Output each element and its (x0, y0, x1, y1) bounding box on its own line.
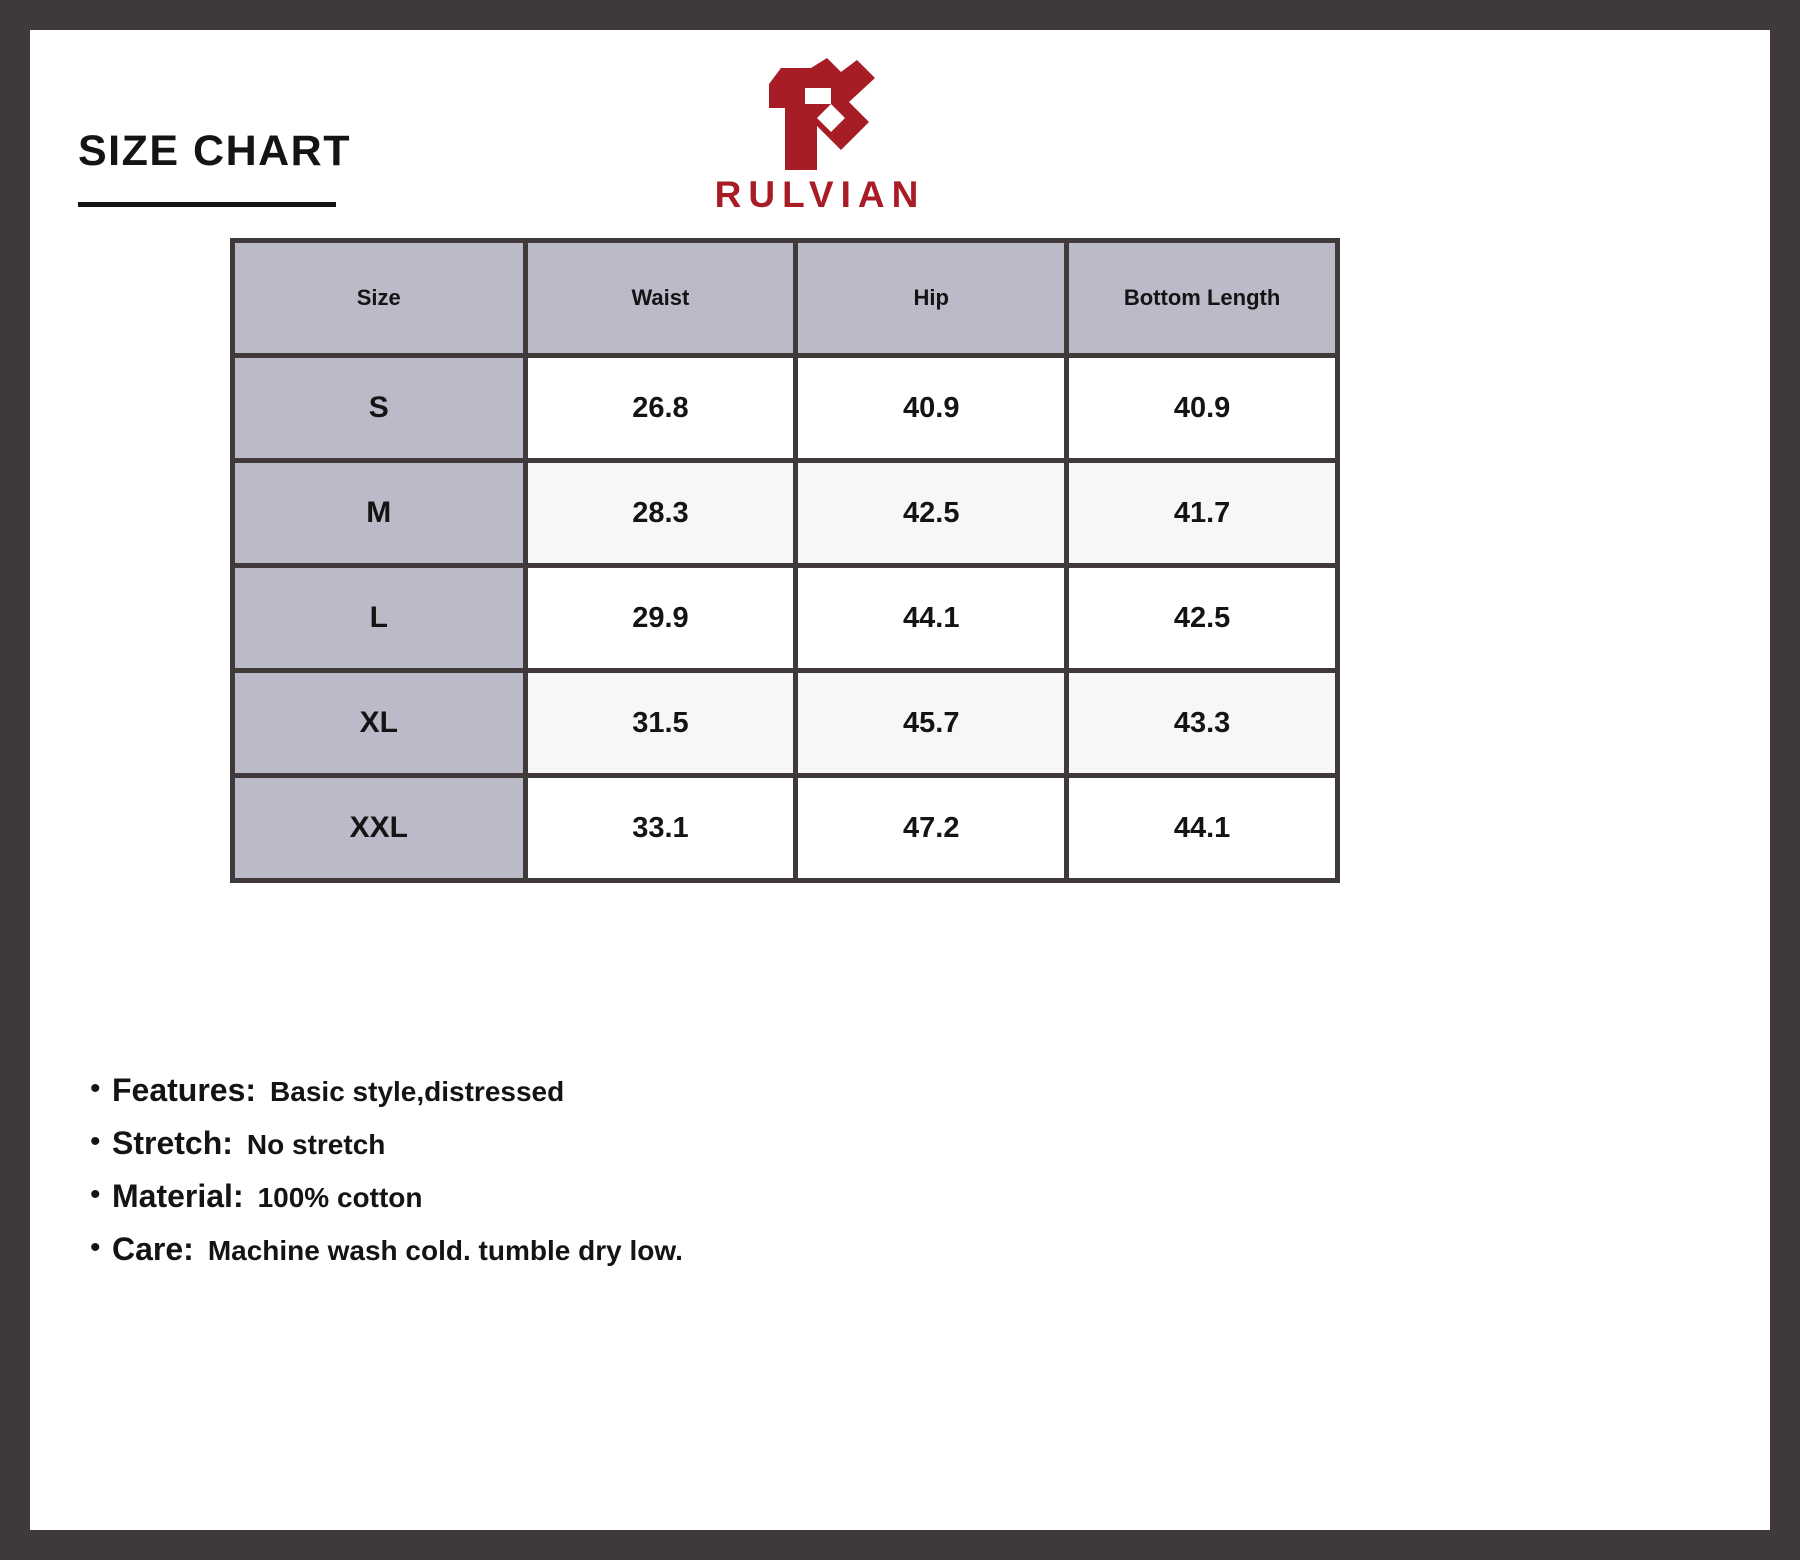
table-row (235, 463, 1335, 563)
table-header-row (235, 243, 1335, 353)
detail-value: Machine wash cold. tumble dry low. (207, 1235, 683, 1266)
detail-value: No stretch (246, 1129, 386, 1160)
column-header-hip: Hip (798, 243, 1064, 353)
rulvian-r-monogram-icon (675, 58, 965, 170)
detail-label: Material: (112, 1178, 244, 1214)
column-header-waist: Waist (528, 243, 794, 353)
table-row (235, 568, 1335, 668)
bullet-icon: • (90, 1125, 101, 1158)
cell-waist: 29.9 (528, 568, 794, 668)
brand-logo (675, 58, 965, 213)
cell-waist: 28.3 (528, 463, 794, 563)
cell-hip: 45.7 (798, 673, 1064, 773)
cell-bottom-length: 44.1 (1069, 778, 1335, 878)
table-row (235, 778, 1335, 878)
detail-label: Stretch: (112, 1125, 233, 1161)
column-header-bottom-length: Bottom Length (1069, 243, 1335, 353)
cell-size: S (235, 358, 523, 458)
cell-bottom-length: 40.9 (1069, 358, 1335, 458)
cell-bottom-length: 41.7 (1069, 463, 1335, 563)
cell-hip: 44.1 (798, 568, 1064, 668)
cell-size: XXL (235, 778, 523, 878)
cell-waist: 33.1 (528, 778, 794, 878)
product-details-list (90, 1072, 1490, 1284)
detail-label: Care: (112, 1231, 194, 1267)
cell-waist: 31.5 (528, 673, 794, 773)
bullet-icon: • (90, 1178, 101, 1211)
list-item (90, 1125, 1490, 1162)
page-title-block (78, 127, 351, 207)
cell-size: XL (235, 673, 523, 773)
table-row (235, 673, 1335, 773)
cell-bottom-length: 43.3 (1069, 673, 1335, 773)
detail-label: Features: (112, 1072, 257, 1108)
table-row (235, 358, 1335, 458)
cell-hip: 40.9 (798, 358, 1064, 458)
bullet-icon: • (90, 1231, 101, 1264)
title-underline (78, 202, 336, 207)
cell-size: L (235, 568, 523, 668)
page-title: SIZE CHART (78, 127, 351, 175)
size-table-wrapper (230, 238, 1340, 883)
size-chart-card (30, 30, 1770, 1530)
detail-value: Basic style,distressed (270, 1076, 565, 1107)
detail-value: 100% cotton (257, 1182, 423, 1213)
cell-waist: 26.8 (528, 358, 794, 458)
list-item (90, 1231, 1490, 1268)
cell-size: M (235, 463, 523, 563)
size-table (230, 238, 1340, 883)
column-header-size: Size (235, 243, 523, 353)
bullet-icon: • (90, 1072, 101, 1105)
cell-bottom-length: 42.5 (1069, 568, 1335, 668)
cell-hip: 42.5 (798, 463, 1064, 563)
brand-name: RULVIAN (714, 174, 926, 215)
cell-hip: 47.2 (798, 778, 1064, 878)
list-item (90, 1072, 1490, 1109)
list-item (90, 1178, 1490, 1215)
